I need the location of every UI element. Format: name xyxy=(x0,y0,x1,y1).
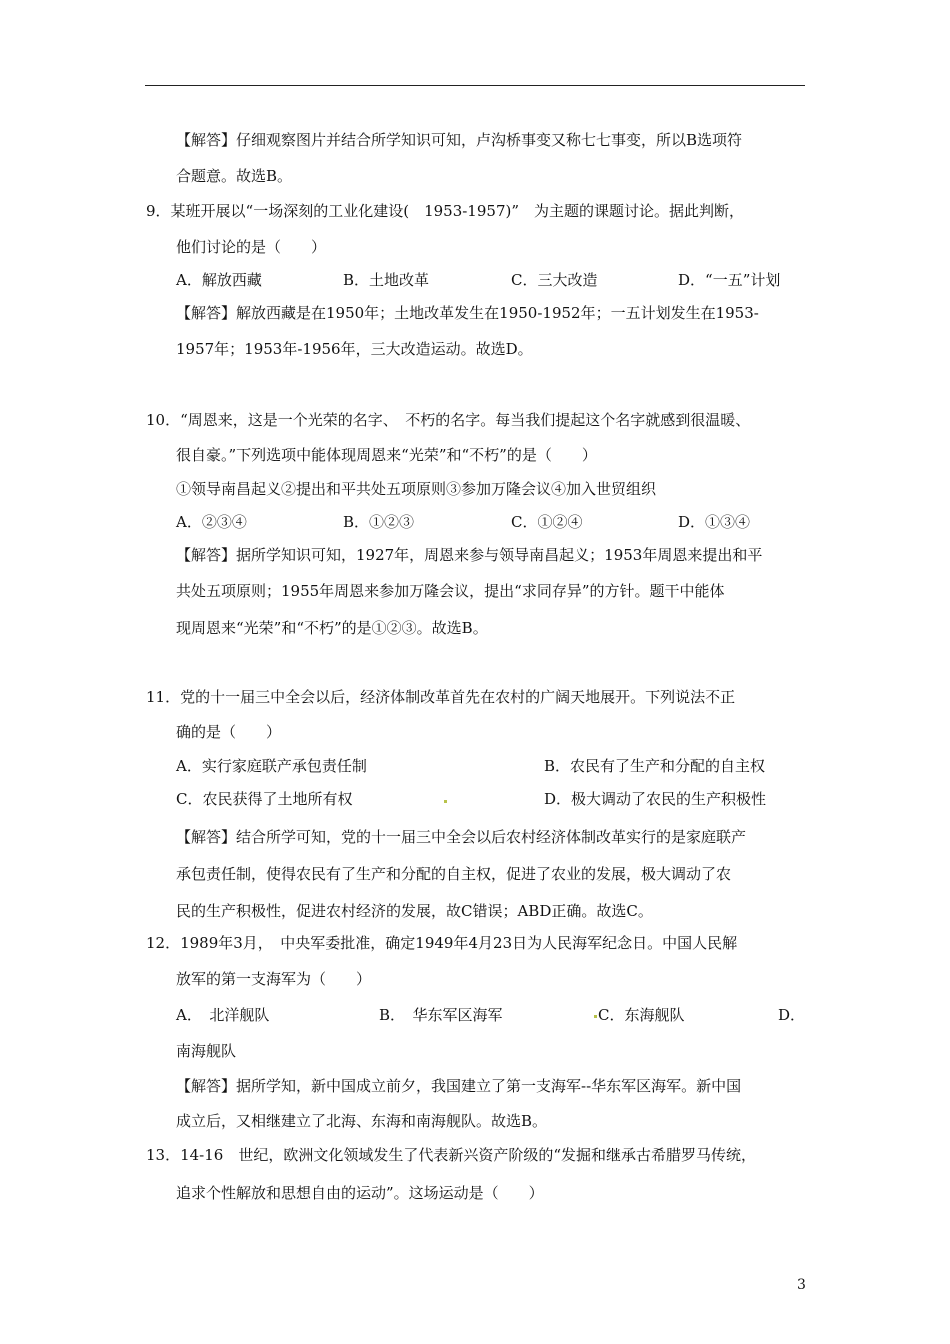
text-line: 12．1989年3月， 中央军委批准，确定1949年4月23日为人民海军纪念日。中国人民解 xyxy=(146,934,738,952)
text-line: 【解答】解放西藏是在1950年；土地改革发生在1950-1952年；一五计划发生在1953- xyxy=(176,304,759,322)
text-line: 11．党的十一届三中全会以后，经济体制改革首先在农村的广阔天地展开。下列说法不正 xyxy=(146,688,736,706)
answer-option: C．①②④ xyxy=(511,513,583,531)
text-line: ①领导南昌起义②提出和平共处五项原则③参加万隆会议④加入世贸组织 xyxy=(176,480,657,498)
text-line: 成立后，又相继建立了北海、东海和南海舰队。故选B。 xyxy=(176,1112,548,1130)
text-line: 9．某班开展以“一场深刻的工业化建设( 1953-1957)” 为主题的课题讨论。据此判断， xyxy=(146,202,745,220)
text-line: 13．14-16 世纪，欧洲文化领域发生了代表新兴资产阶级的“发掘和继承古希腊罗马传统， xyxy=(146,1146,757,1164)
answer-option: A．实行家庭联产承包责任制 xyxy=(176,757,367,775)
answer-option: A．解放西藏 xyxy=(176,271,262,289)
text-line: 10．“周恩来，这是一个光荣的名字、 不朽的名字。每当我们提起这个名字就感到很温暖、 xyxy=(146,411,751,429)
page-number: 3 xyxy=(797,1277,806,1293)
answer-option: B．①②③ xyxy=(343,513,415,531)
answer-option: A． 北洋舰队 xyxy=(176,1006,270,1024)
answer-option: B． 华东军区海军 xyxy=(379,1006,503,1024)
answer-option: D．①③④ xyxy=(678,513,751,531)
text-line: 共处五项原则；1955年周恩来参加万隆会议，提出“求同存异”的方针。题干中能体 xyxy=(176,582,725,600)
answer-option: A．②③④ xyxy=(176,513,247,531)
answer-option: C．三大改造 xyxy=(511,271,598,289)
answer-option: B．土地改革 xyxy=(343,271,430,289)
speck-mark xyxy=(444,800,447,803)
answer-option: C．农民获得了土地所有权 xyxy=(176,790,353,808)
answer-option: D．“一五”计划 xyxy=(678,271,781,289)
text-line: 【解答】据所学知识可知，1927年，周恩来参与领导南昌起义；1953年周恩来提出和平 xyxy=(176,546,763,564)
text-line: 承包责任制，使得农民有了生产和分配的自主权，促进了农业的发展，极大调动了农 xyxy=(176,865,732,883)
text-line: 民的生产积极性，促进农村经济的发展，故C错误；ABD正确。故选C。 xyxy=(176,902,653,920)
answer-option: C．东海舰队 xyxy=(598,1006,685,1024)
text-line: 很自豪。”下列选项中能体现周恩来“光荣”和“不朽”的是（ ） xyxy=(176,446,597,464)
text-line: 追求个性解放和思想自由的运动”。这场运动是（ ） xyxy=(176,1184,544,1202)
text-line: 现周恩来“光荣”和“不朽”的是①②③。故选B。 xyxy=(176,619,488,637)
text-line: 他们讨论的是（ ） xyxy=(176,238,327,256)
text-line: 南海舰队 xyxy=(176,1042,237,1060)
text-line: 确的是（ ） xyxy=(176,723,282,741)
answer-option: B．农民有了生产和分配的自主权 xyxy=(544,757,766,775)
text-line: 【解答】据所学知，新中国成立前夕，我国建立了第一支海军--华东军区海军。新中国 xyxy=(176,1077,742,1095)
header-rule xyxy=(145,85,805,86)
answer-option: D． xyxy=(778,1006,806,1024)
text-line: 【解答】仔细观察图片并结合所学知识可知，卢沟桥事变又称七七事变，所以B选项符 xyxy=(176,131,743,149)
speck-mark xyxy=(594,1015,597,1018)
text-line: 1957年；1953年-1956年，三大改造运动。故选D。 xyxy=(176,340,533,358)
answer-option: D．极大调动了农民的生产积极性 xyxy=(544,790,767,808)
text-line: 合题意。故选B。 xyxy=(176,167,293,185)
text-line: 【解答】结合所学可知，党的十一届三中全会以后农村经济体制改革实行的是家庭联产 xyxy=(176,828,747,846)
text-line: 放军的第一支海军为（ ） xyxy=(176,970,372,988)
